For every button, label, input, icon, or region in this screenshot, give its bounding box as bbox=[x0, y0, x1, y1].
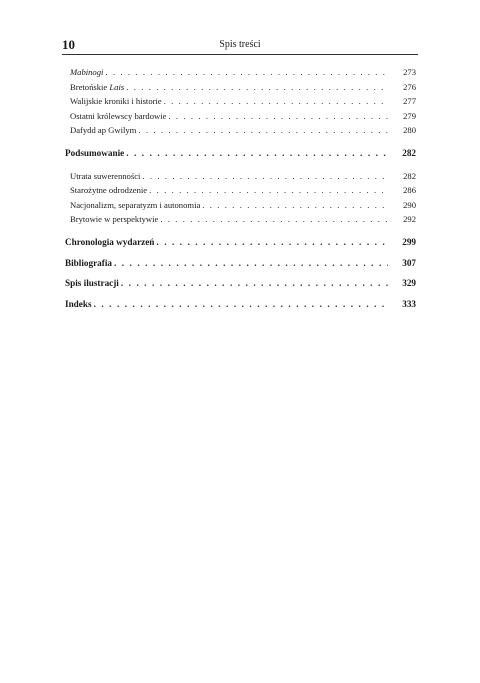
toc-entry-suwerennosc bbox=[70, 169, 416, 184]
toc-entry-page: 292 bbox=[403, 214, 416, 225]
toc-chapter-indeks bbox=[65, 297, 416, 312]
dot-leader bbox=[126, 146, 388, 161]
dot-leader bbox=[168, 109, 388, 124]
table-of-contents bbox=[65, 65, 416, 311]
toc-chapter-page: 299 bbox=[402, 236, 416, 247]
toc-entry-kroniki bbox=[70, 94, 416, 109]
toc-chapter-page: 282 bbox=[402, 147, 416, 158]
dot-leader bbox=[149, 183, 388, 198]
toc-entry-lais bbox=[70, 80, 416, 95]
toc-entry-page: 290 bbox=[403, 199, 416, 210]
dot-leader bbox=[105, 65, 388, 80]
toc-chapter-title: Podsumowanie bbox=[65, 147, 125, 158]
dot-leader bbox=[142, 169, 388, 184]
toc-chapter-spis-ilustracji bbox=[65, 276, 416, 291]
toc-entry-brytowie bbox=[70, 212, 416, 227]
toc-entry-page: 282 bbox=[403, 170, 416, 181]
toc-entry-page: 276 bbox=[403, 81, 416, 92]
toc-chapter-title: Bibliografia bbox=[65, 257, 112, 268]
toc-chapter-title: Indeks bbox=[65, 298, 92, 309]
dot-leader bbox=[156, 235, 388, 250]
toc-entry-bardowie bbox=[70, 109, 416, 124]
toc-chapter-page: 329 bbox=[402, 278, 416, 289]
dot-leader bbox=[121, 276, 388, 291]
toc-chapter-page: 333 bbox=[402, 298, 416, 309]
toc-chapter-bibliografia bbox=[65, 256, 416, 271]
toc-chapter-title: Chronologia wydarzeń bbox=[65, 236, 155, 247]
dot-leader bbox=[126, 80, 388, 95]
toc-entry-page: 273 bbox=[403, 67, 416, 77]
toc-entry-title: Nacjonalizm, separatyzm i autonomia bbox=[70, 199, 201, 210]
dot-leader bbox=[138, 123, 388, 138]
dot-leader bbox=[160, 212, 388, 227]
toc-entry-page: 277 bbox=[403, 96, 416, 107]
dot-leader bbox=[202, 198, 388, 213]
toc-chapter-title: Spis ilustracji bbox=[65, 278, 119, 289]
toc-entry-title: Walijskie kroniki i historie bbox=[70, 96, 162, 107]
toc-entry-page: 280 bbox=[403, 125, 416, 136]
toc-entry-title: Ostatni królewscy bardowie bbox=[70, 110, 167, 121]
dot-leader bbox=[94, 297, 388, 312]
dot-leader bbox=[164, 94, 388, 109]
toc-entry-title: Mabinogi bbox=[70, 67, 104, 77]
toc-chapter-podsumowanie bbox=[65, 146, 416, 161]
toc-entry-odrodzenie bbox=[70, 183, 416, 198]
page-header bbox=[62, 38, 418, 55]
toc-entry-title: Brytowie w perspektywie bbox=[70, 214, 159, 225]
toc-chapter-chronologia bbox=[65, 235, 416, 250]
toc-chapter-page: 307 bbox=[402, 257, 416, 268]
toc-entry-nacjonalizm bbox=[70, 198, 416, 213]
toc-entry-dafydd bbox=[70, 123, 416, 138]
toc-entry-title: Bretońskie Lais bbox=[70, 81, 125, 92]
toc-entry-mabinogi bbox=[70, 65, 416, 80]
toc-entry-title: Starożytne odrodzenie bbox=[70, 185, 148, 196]
toc-entry-page: 286 bbox=[403, 185, 416, 196]
toc-entry-title: Utrata suwerenności bbox=[70, 170, 141, 181]
page-number: 10 bbox=[62, 37, 75, 52]
running-title: Spis treści bbox=[219, 39, 261, 50]
toc-entry-title: Dafydd ap Gwilym bbox=[70, 125, 137, 136]
toc-entry-page: 279 bbox=[403, 110, 416, 121]
dot-leader bbox=[114, 256, 388, 271]
